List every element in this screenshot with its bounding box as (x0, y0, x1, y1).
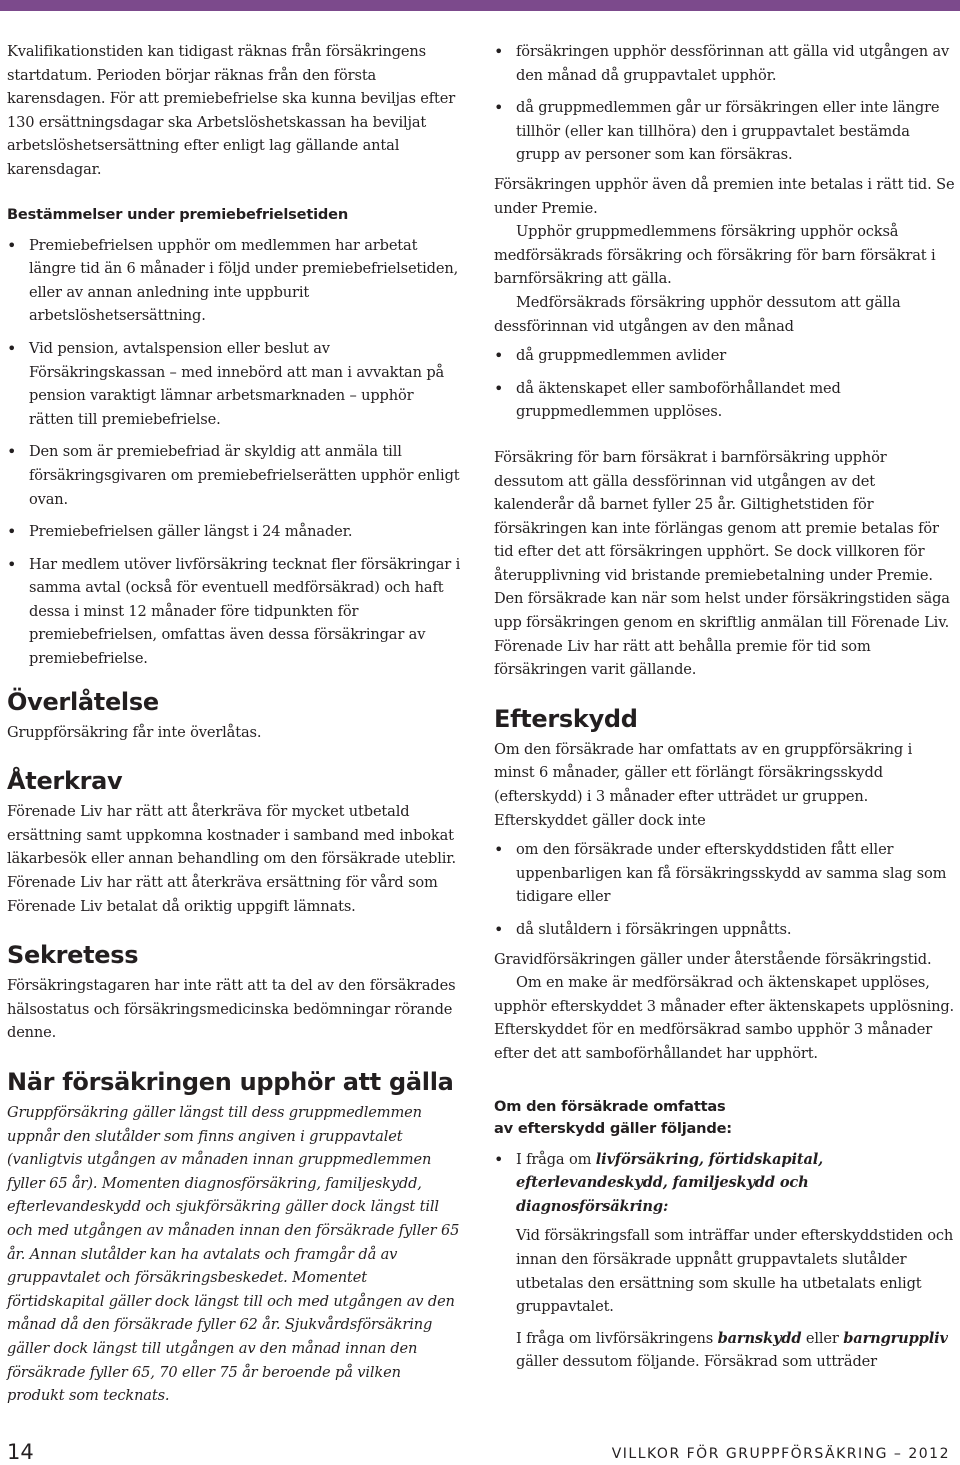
sekretess-heading: Sekretess (7, 941, 139, 970)
barn-suffix: gäller dessutom följande. Försäkrad som utträder (516, 1353, 877, 1371)
list-item: • då slutåldern i försäkringen uppnåtts. (494, 918, 956, 942)
upphor-heading: När försäkringen upphör att gälla (7, 1068, 454, 1096)
list-item: • då gruppmedlemmen avlider (494, 344, 956, 368)
make-text: Om en make är medförsäkrad och äktenskapet upplöses, upphör efterskyddet 3 månader efter äktenskapets upplösning. Efterskyddet för en medförsäkrad sambo upphör 3 månader efter det att samboförhållandet har upphört. (494, 974, 955, 1062)
efterskydd-text: Om den försäkrade har omfattats av en gruppförsäkring i minst 6 månader, gäller ett förlängt försäkringsskydd (efterskydd) i 3 månader efter utträdet ur gruppen. Efterskyddet gäller dock inte (494, 740, 913, 829)
barn-mid: eller (801, 1329, 844, 1347)
liv-prefix: I fråga om (516, 1150, 596, 1168)
list-item: • Premiebefrielsen gäller längst i 24 månader. (7, 520, 462, 544)
gravid-text: Gravidförsäkringen gäller under återstående försäkringstid. (494, 950, 932, 968)
efterskydd-heading: Efterskydd (494, 704, 638, 733)
provisions-list (7, 234, 462, 671)
barnskydd-term: barnskydd (717, 1329, 802, 1347)
list-item: • om den försäkrade under efterskyddstiden fått eller uppenbarligen kan få försäkringsskydd av samma slag som tidigare eller (494, 838, 956, 909)
list-item: • Har medlem utöver livförsäkring tecknat fler försäkringar i samma avtal (också för eventuell medförsäkrad) och haft dessa i minst 12 månader före tidpunkten för premiebefrielsen, omfattas även dessa försäkringar av premiebefrielse. (7, 553, 462, 671)
overlatelse-text: Gruppförsäkring får inte överlåtas. (7, 723, 262, 741)
omfattas-heading (494, 1096, 956, 1140)
medforsakrad-list (494, 344, 956, 424)
barn-text: Försäkring för barn försäkrat i barnförsäkring upphör dessutom att gälla dessförinnan vid utgången av det kalenderår då barnet fyller 25 år. Giltighetstiden för försäkringen kan inte förlängas genom att premie betalas för tid efter det att försäkringen upphört. Se dock villkoren för återupplivning vid bristande premiebetalning under Premie. Den försäkrade kan när som helst under försäkringstiden säga upp försäkringen genom en skriftlig anmälan till Förenade Liv. Förenade Liv har rätt att behålla premie för tid som försäkringen varit gällande. (494, 448, 950, 679)
barn-prefix: I fråga om livförsäkringens (516, 1329, 718, 1347)
liv-text: Vid försäkringsfall som inträffar under efterskyddstiden och innan den försäkrade uppnått gruppavtalets slutålder utbetalas den ersättning som skulle ha utbetalats enligt gruppavtalet. (516, 1227, 954, 1316)
efterskydd-list (494, 838, 956, 941)
list-item: • då äktenskapet eller samboförhållandet med gruppmedlemmen upplöses. (494, 377, 956, 424)
document-title: VILLKOR FÖR GRUPPFÖRSÄKRING – 2012 (611, 1446, 950, 1462)
upphor-text: Gruppförsäkring gäller längst till dess gruppmedlemmen uppnår den slutålder som finns angiven i gruppavtalet (vanligtvis utgången av månaden innan gruppmedlemmen fyller 65 år). Momenten diagnosförsäkring, familjeskydd, efterlevandeskydd och sjukförsäkring gäller dock längst till och med utgången av månaden innan den försäkrade fyller 65 år. Annan slutålder kan ha avtalats och framgår då av gruppavtalet och försäkringsbeskedet. Momentet förtidskapital gäller dock längst till och med utgången av den månad då den försäkrade fyller 62 år. Sjukvårdsförsäkring gäller dock längst till utgången av den månad innan den försäkrade fyller 65, 70 eller 75 år beroende på vilken produkt som tecknats. (7, 1104, 460, 1405)
omfattas-list (494, 1148, 956, 1374)
grupp-text: Upphör gruppmedlemmens försäkring upphör också medförsäkrads försäkring och försäkring för barn försäkrat i barnförsäkring att gälla. (494, 223, 936, 288)
list-item: • Vid pension, avtalspension eller beslut av Försäkringskassan – med innebörd att man i avvaktan på pension varaktigt lämnar arbetsmarknaden – upphör rätten till premiebefrielse. (7, 337, 462, 431)
omfattas-heading-line-1: Om den försäkrade omfattas (494, 1097, 726, 1115)
intro-paragraph: Kvalifikationstiden kan tidigast räknas från försäkringens startdatum. Perioden börjar räknas från den första karensdagen. För att premiebefrielse ska kunna beviljas efter 130 ersättningsdagar ska Arbetslöshetskassan ha beviljat arbetslöshetsersättning efter enligt lag gällande antal karensdagar. (7, 43, 456, 178)
list-item: • Premiebefrielsen upphör om medlemmen har arbetat längre tid än 6 månader i följd under premiebefrielsetiden, eller av annan anledning inte uppburit arbetslöshetsersättning. (7, 234, 462, 328)
liv-terms: livförsäkring, förtidskapital, efterlevandeskydd, familjeskydd och diagnosförsäkring: (516, 1150, 824, 1215)
list-item: • Den som är premiebefriad är skyldig att anmäla till försäkringsgivaren om premiebefrielserätten upphör enligt ovan. (7, 440, 462, 511)
premie-text: Försäkringen upphör även då premien inte betalas i rätt tid. Se under Premie. (494, 175, 955, 217)
barngrupp-term: barngruppliv (843, 1329, 948, 1347)
list-item: • försäkringen upphör dessförinnan att gälla vid utgången av den månad då gruppavtalet upphör. (494, 40, 956, 87)
list-item (494, 1148, 956, 1374)
medforsakrad-text: Medförsäkrads försäkring upphör dessutom att gälla dessförinnan vid utgången av den månad (494, 293, 901, 335)
page-number: 14 (7, 1440, 34, 1464)
left-column (7, 40, 462, 1408)
sekretess-text: Försäkringstagaren har inte rätt att ta del av den försäkrades hälsostatus och försäkringsmedicinska bedömningar rörande denne. (7, 977, 456, 1042)
aterkrav-text: Förenade Liv har rätt att återkräva för mycket utbetald ersättning samt uppkomna kostnader i samband med inbokat läkarbesök eller annan behandling om den försäkrade uteblir. Förenade Liv har rätt att återkräva ersättning för vård som Förenade Liv betalat då oriktig uppgift lämnats. (7, 803, 456, 915)
omfattas-heading-line-2: av efterskydd gäller följande: (494, 1119, 732, 1137)
barn-paragraph (516, 1327, 956, 1374)
right-column (494, 40, 956, 1374)
top-accent-bar (0, 0, 960, 11)
list-item: • då gruppmedlemmen går ur försäkringen eller inte längre tillhör (eller kan tillhöra) den i gruppavtalet bestämda grupp av personer som kan försäkras. (494, 96, 956, 167)
overlatelse-heading: Överlåtelse (7, 687, 159, 716)
upphor-list (494, 40, 956, 167)
aterkrav-heading: Återkrav (7, 767, 123, 796)
provisions-heading: Bestämmelser under premiebefrielsetiden (7, 205, 349, 223)
